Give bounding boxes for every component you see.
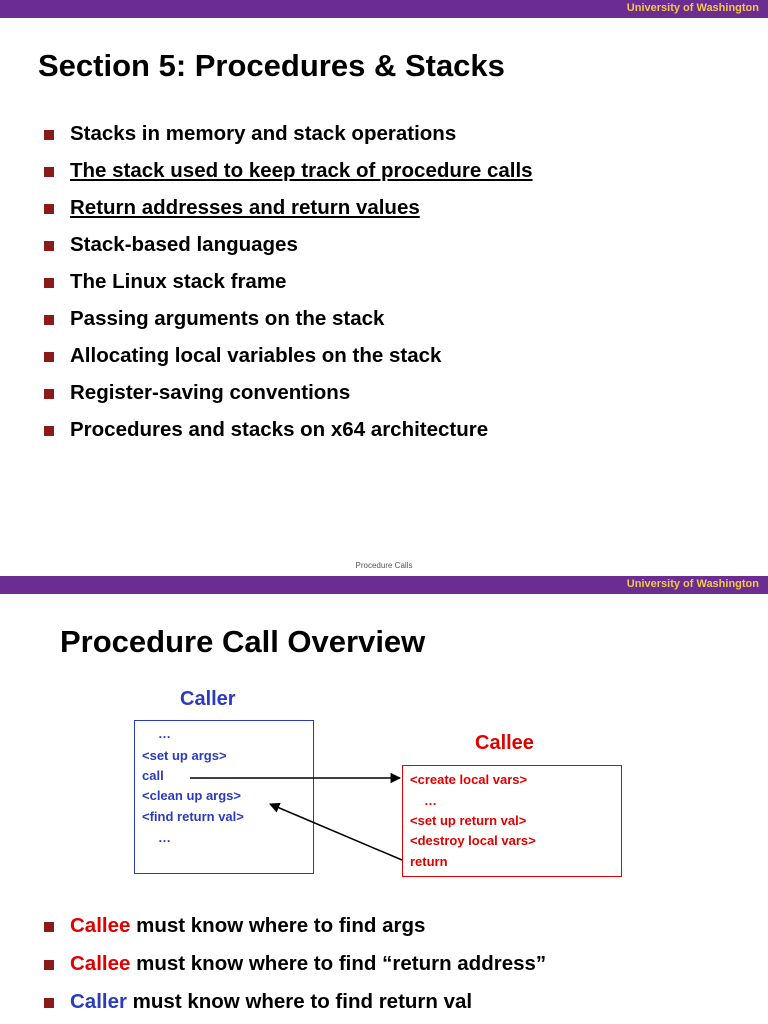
caller-code-line: …: [158, 830, 171, 845]
caller-code-line: <clean up args>: [142, 788, 241, 803]
caller-code-line: <find return val>: [142, 809, 244, 824]
bullet-item: Stack-based languages: [44, 231, 533, 268]
bullet-item: Callee must know where to find “return address”: [44, 950, 546, 988]
square-bullet-icon: [44, 167, 54, 177]
slide-footer: Procedure Calls: [355, 561, 413, 570]
university-label: University of Washington: [626, 578, 759, 590]
bullet-list: [44, 912, 546, 1024]
caller-label: Caller: [180, 688, 236, 710]
bullet-item: Stacks in memory and stack operations: [44, 120, 533, 157]
slide-title: Section 5: Procedures & Stacks: [38, 48, 505, 83]
bullet-item: Callee must know where to find args: [44, 912, 546, 950]
square-bullet-icon: [44, 389, 54, 399]
bullet-item: The stack used to keep track of procedure calls: [44, 157, 533, 194]
university-label: University of Washington: [626, 2, 759, 14]
callee-code-line: …: [424, 793, 437, 808]
square-bullet-icon: [44, 241, 54, 251]
square-bullet-icon: [44, 130, 54, 140]
square-bullet-icon: [44, 315, 54, 325]
caller-code-line: <set up args>: [142, 748, 227, 763]
slide-procedure-call-overview: [0, 576, 768, 1024]
bullet-item: Caller must know where to find return val: [44, 988, 546, 1024]
callee-label: Callee: [475, 732, 534, 754]
square-bullet-icon: [44, 922, 54, 932]
square-bullet-icon: [44, 278, 54, 288]
square-bullet-icon: [44, 352, 54, 362]
bullet-item: Allocating local variables on the stack: [44, 342, 533, 379]
return-arrow: [270, 804, 402, 860]
callee-code-line: <set up return val>: [410, 813, 527, 828]
callee-code-line: <create local vars>: [410, 772, 528, 787]
callee-code-line: <destroy local vars>: [410, 833, 536, 848]
caller-code-line: …: [158, 726, 171, 741]
square-bullet-icon: [44, 960, 54, 970]
square-bullet-icon: [44, 426, 54, 436]
bullet-item: Procedures and stacks on x64 architecture: [44, 416, 533, 453]
caller-code-line: call: [142, 768, 164, 783]
header-bar: [0, 0, 768, 18]
bullet-item: Register-saving conventions: [44, 379, 533, 416]
slide-title: Procedure Call Overview: [60, 624, 426, 659]
bullet-item: Passing arguments on the stack: [44, 305, 533, 342]
bullet-item: The Linux stack frame: [44, 268, 533, 305]
bullet-list: [44, 120, 533, 453]
bullet-item: Return addresses and return values: [44, 194, 533, 231]
callee-code-line: return: [410, 854, 448, 869]
square-bullet-icon: [44, 204, 54, 214]
square-bullet-icon: [44, 998, 54, 1008]
